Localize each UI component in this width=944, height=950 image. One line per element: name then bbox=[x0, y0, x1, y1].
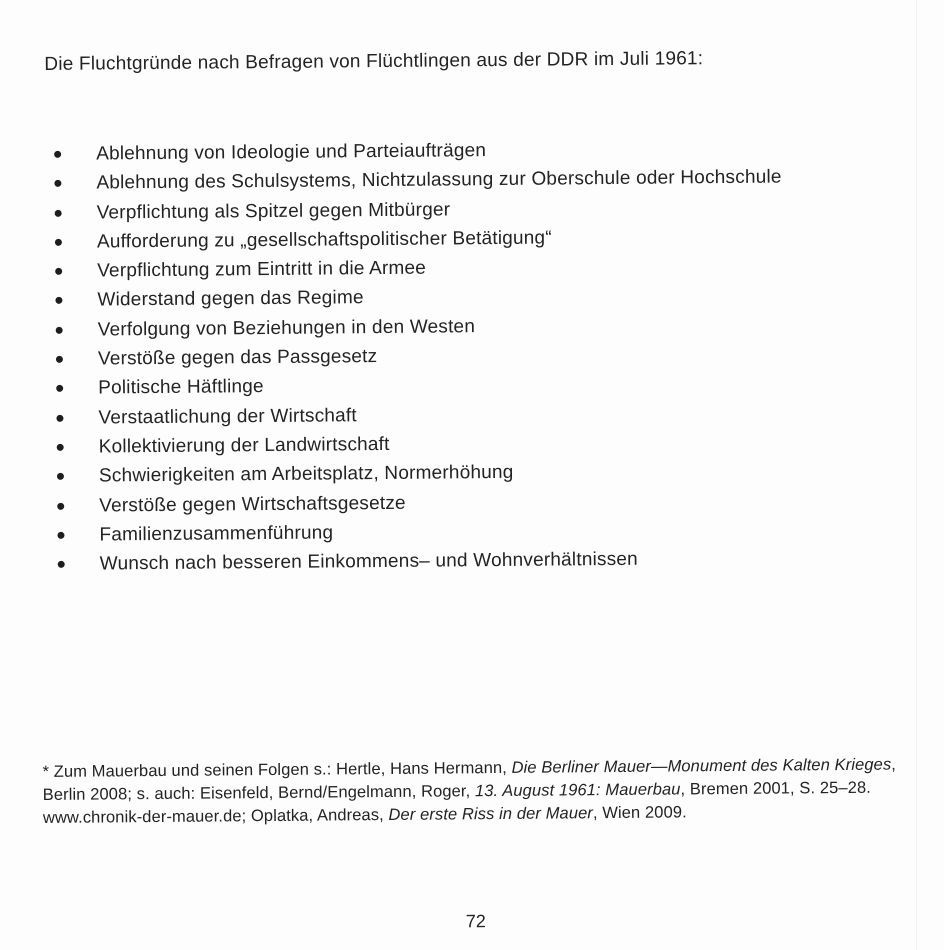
footnote-text: * Zum Mauerbau und seinen Folgen s.: Hertle, Hans Hermann, bbox=[42, 758, 512, 781]
footnote-text: Berlin 2008; s. auch: Eisenfeld, Bernd/Engelmann, Roger, bbox=[42, 782, 476, 804]
bullet-icon bbox=[56, 327, 63, 334]
list-item-text: Verfolgung von Beziehungen in den Westen bbox=[97, 315, 476, 341]
list-item-text: Ablehnung von Ideologie und Parteiaufträgen bbox=[96, 140, 487, 165]
footnote-text: , bbox=[891, 755, 897, 774]
footnote-text: , Wien 2009. bbox=[592, 803, 687, 823]
bullet-icon bbox=[57, 444, 64, 451]
list-item-text: Schwierigkeiten am Arbeitsplatz, Normerhöhung bbox=[98, 462, 514, 487]
bullet-icon bbox=[54, 151, 61, 158]
bullet-icon bbox=[54, 180, 61, 187]
list-item-text: Wunsch nach besseren Einkommens– und Wohnverhältnissen bbox=[99, 548, 638, 575]
bullet-list bbox=[0, 132, 944, 580]
bullet-icon bbox=[58, 561, 65, 568]
page-title: Die Fluchtgründe nach Befragen von Flüchtlingen aus der DDR im Juli 1961: bbox=[44, 48, 704, 75]
list-item-text: Verpflichtung zum Eintritt in die Armee bbox=[97, 257, 427, 282]
footnote-text: www.chronik-der-mauer.de; Oplatka, Andreas, bbox=[42, 805, 389, 827]
bullet-icon bbox=[57, 473, 64, 480]
footnote-text: , Bremen 2001, S. 25–28. bbox=[680, 778, 872, 799]
list-item-text: Verstöße gegen Wirtschaftsgesetze bbox=[99, 492, 406, 517]
bullet-icon bbox=[57, 502, 64, 509]
bullet-icon bbox=[55, 239, 62, 246]
list-item-text: Verpflichtung als Spitzel gegen Mitbürger bbox=[96, 199, 451, 224]
list-item-text: Widerstand gegen das Regime bbox=[97, 287, 364, 311]
bullet-icon bbox=[55, 209, 62, 216]
list-item-text: Politische Häftlinge bbox=[98, 376, 264, 399]
list-item-text: Aufforderung zu „gesellschaftspolitischer Betätigung“ bbox=[96, 227, 552, 253]
list-item-text: Verstaatlichung der Wirtschaft bbox=[98, 404, 357, 429]
footnote-book-title: 13. August 1961: Mauerbau bbox=[474, 780, 681, 801]
list-item-text: Kollektivierung der Landwirtschaft bbox=[98, 433, 390, 458]
bullet-icon bbox=[57, 532, 64, 539]
bullet-icon bbox=[56, 414, 63, 421]
footnote-book-title: Der erste Riss in der Mauer bbox=[388, 804, 594, 824]
page-number: 72 bbox=[465, 911, 486, 932]
list-item-text: Familienzusammenführung bbox=[99, 522, 334, 546]
bullet-icon bbox=[56, 356, 63, 363]
list-item-text: Ablehnung des Schulsystems, Nichtzulassung zur Oberschule oder Hochschule bbox=[96, 166, 782, 194]
footnote bbox=[42, 753, 923, 830]
footnote-book-title: Die Berliner Mauer—Monument des Kalten Krieges bbox=[511, 755, 892, 777]
bullet-icon bbox=[55, 297, 62, 304]
bullet-icon bbox=[56, 385, 63, 392]
list-item-text: Verstöße gegen das Passgesetz bbox=[97, 346, 378, 370]
bullet-icon bbox=[55, 268, 62, 275]
